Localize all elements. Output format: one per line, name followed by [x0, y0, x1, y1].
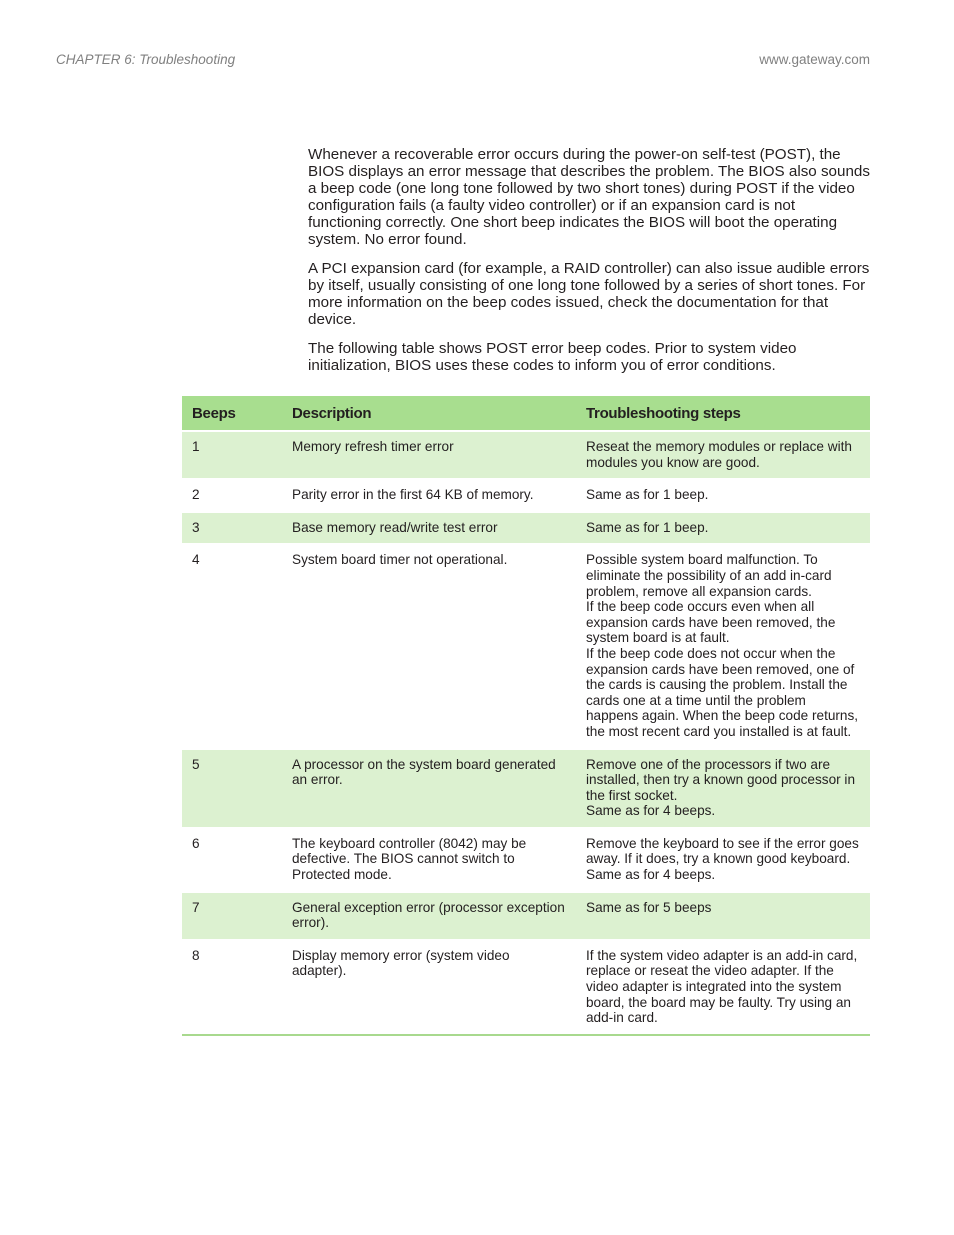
troubleshooting-steps-cell [576, 749, 870, 828]
intro-paragraph: Whenever a recoverable error occurs during the power-on self-test (POST), the BIOS displays an error message that describes the problem. The BIOS also sounds a beep code (one long tone followed by two short tones) during POST if the video configuration fails (a faulty video controller) or if an expansion card is not functioning correctly. One short beep indicates the BIOS will boot the operating system. No error found. [308, 146, 870, 248]
table-row [182, 749, 870, 828]
troubleshooting-step: Possible system board malfunction. To eliminate the possibility of an add in-card problem, remove all expansion cards. [586, 552, 832, 599]
beep-count-cell: 8 [182, 940, 282, 1035]
troubleshooting-steps-cell [576, 940, 870, 1035]
table-row [182, 892, 870, 940]
beep-count-cell: 1 [182, 431, 282, 479]
table-row [182, 512, 870, 545]
error-description-cell: Base memory read/write test error [282, 512, 576, 545]
troubleshooting-step: Same as for 1 beep. [586, 519, 709, 535]
table-row [182, 431, 870, 479]
troubleshooting-steps-cell [576, 479, 870, 512]
troubleshooting-step: Same as for 1 beep. [586, 487, 709, 503]
error-description-cell: Parity error in the first 64 KB of memory. [282, 479, 576, 512]
error-description-cell: Display memory error (system video adapter). [282, 940, 576, 1035]
table-header-row [182, 396, 870, 431]
beep-count-cell: 5 [182, 749, 282, 828]
beep-count-cell: 6 [182, 828, 282, 892]
column-header-steps: Troubleshooting steps [576, 396, 870, 431]
troubleshooting-steps-cell [576, 544, 870, 748]
column-header-beeps: Beeps [182, 396, 282, 431]
beep-count-cell: 4 [182, 544, 282, 748]
intro-paragraph: The following table shows POST error beep codes. Prior to system video initialization, BIOS uses these codes to inform you of error conditions. [308, 340, 797, 374]
beep-count-cell: 3 [182, 512, 282, 545]
table-row [182, 544, 870, 748]
error-description-cell: System board timer not operational. [282, 544, 576, 748]
troubleshooting-steps-cell [576, 512, 870, 545]
troubleshooting-step: Same as for 4 beeps. [586, 803, 716, 819]
error-description-cell: A processor on the system board generated an error. [282, 749, 576, 828]
chapter-title: CHAPTER 6: Troubleshooting [56, 52, 236, 67]
troubleshooting-step: Same as for 4 beeps. [586, 867, 716, 883]
website-link[interactable]: www.gateway.com [759, 52, 870, 67]
table-row [182, 828, 870, 892]
error-description-cell: General exception error (processor exception error). [282, 892, 576, 940]
error-description-cell: The keyboard controller (8042) may be defective. The BIOS cannot switch to Protected mode. [282, 828, 576, 892]
table-row [182, 479, 870, 512]
error-description-cell: Memory refresh timer error [282, 431, 576, 479]
troubleshooting-steps-cell [576, 431, 870, 479]
troubleshooting-step: If the system video adapter is an add-in card, replace or reseat the video adapter. If the video adapter is integrated into the system board, the board may be faulty. Try using an add-in card. [586, 947, 858, 1026]
troubleshooting-step: Same as for 5 beeps [586, 899, 712, 915]
troubleshooting-step: Reseat the memory modules or replace with modules you know are good. [586, 439, 852, 470]
troubleshooting-step: Remove one of the processors if two are installed, then try a known good processor in the first socket. [586, 756, 856, 803]
intro-paragraph: A PCI expansion card (for example, a RAID controller) can also issue audible errors by itself, usually consisting of one long tone followed by a series of short tones. For more information on the beep codes issued, check the documentation for that device. [308, 260, 870, 328]
intro-text [308, 146, 870, 386]
beep-count-cell: 2 [182, 479, 282, 512]
table-body [182, 431, 870, 1035]
troubleshooting-steps-cell [576, 892, 870, 940]
troubleshooting-steps-cell [576, 828, 870, 892]
troubleshooting-step: Remove the keyboard to see if the error goes away. If it does, try a known good keyboard. [586, 835, 859, 867]
beep-codes-table [182, 396, 870, 1036]
column-header-description: Description [282, 396, 576, 431]
troubleshooting-step: If the beep code occurs even when all expansion cards have been removed, the system board is at fault. [586, 599, 836, 646]
table-row [182, 940, 870, 1035]
troubleshooting-step: If the beep code does not occur when the expansion cards have been removed, one of the cards is causing the problem. Install the cards one at a time until the problem happens again. When the beep code returns, the most recent card you installed is at fault. [586, 645, 859, 739]
beep-count-cell: 7 [182, 892, 282, 940]
